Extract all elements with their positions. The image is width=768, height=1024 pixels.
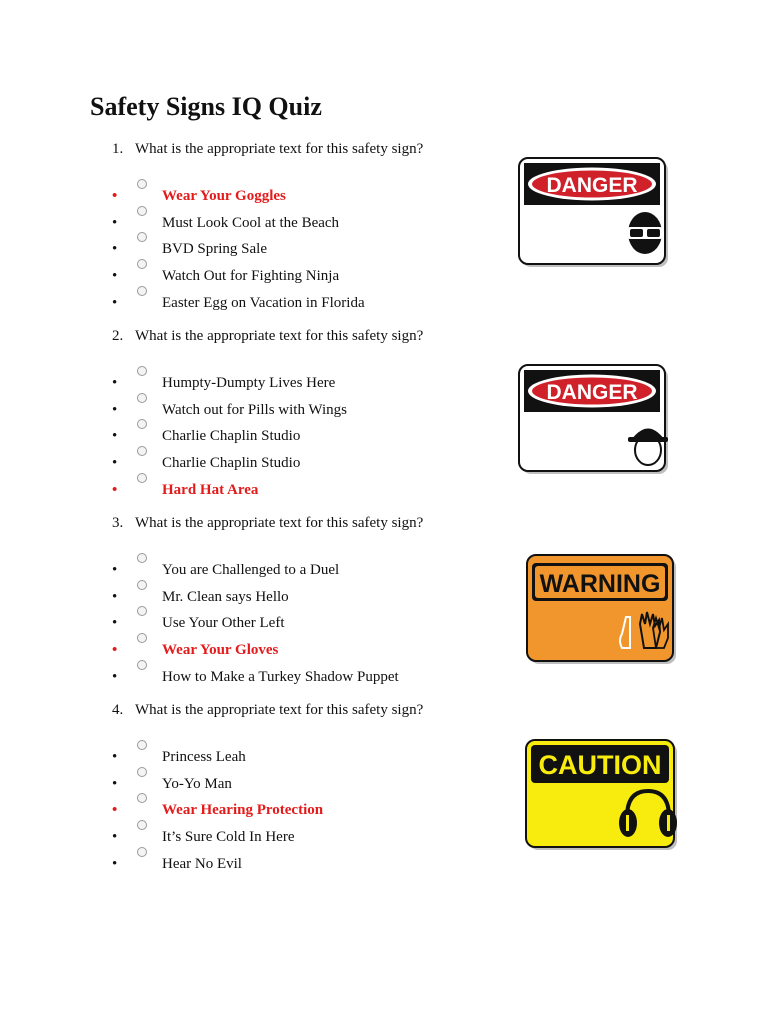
option-label: Watch Out for Fighting Ninja xyxy=(162,268,340,285)
option-label: Wear Your Goggles xyxy=(162,188,286,204)
bullet: • xyxy=(112,428,118,445)
option-label: BVD Spring Sale xyxy=(162,241,267,258)
question-number: 2. xyxy=(112,328,124,344)
bullet: • xyxy=(112,829,118,846)
question-text: What is the appropriate text for this safety sign? xyxy=(135,328,424,344)
option-label: Yo-Yo Man xyxy=(162,775,232,792)
option-label: Use Your Other Left xyxy=(162,615,285,632)
radio-button[interactable] xyxy=(137,206,147,216)
question-text: What is the appropriate text for this safety sign? xyxy=(135,702,424,718)
option-label: Must Look Cool at the Beach xyxy=(162,214,340,231)
option-label: Wear Your Gloves xyxy=(162,642,279,659)
bullet: • xyxy=(112,855,118,872)
bullet: • xyxy=(112,802,118,819)
radio-button[interactable] xyxy=(137,847,147,857)
question-number: 4. xyxy=(112,702,124,718)
option-label: Mr. Clean says Hello xyxy=(162,588,289,605)
radio-button[interactable] xyxy=(137,393,147,403)
bullet: • xyxy=(112,214,118,231)
radio-button[interactable] xyxy=(137,473,147,483)
page-title: Safety Signs IQ Quiz xyxy=(90,92,322,121)
question-text: What is the appropriate text for this safety sign? xyxy=(135,141,424,157)
option-label: Charlie Chaplin Studio xyxy=(162,455,301,472)
option-label: How to Make a Turkey Shadow Puppet xyxy=(162,668,399,685)
bullet: • xyxy=(112,401,118,418)
radio-button[interactable] xyxy=(137,366,147,376)
option-label: Watch out for Pills with Wings xyxy=(162,401,347,418)
sign-header: WARNING xyxy=(539,570,661,598)
question-3 xyxy=(112,515,423,532)
question-text: What is the appropriate text for this safety sign? xyxy=(135,515,424,531)
gloves-icon xyxy=(614,612,668,652)
sign-header: DANGER xyxy=(546,174,638,197)
caution-sign-ear-muffs xyxy=(525,739,679,852)
bullet: • xyxy=(112,241,118,258)
question-1 xyxy=(112,141,423,158)
option-label: Princess Leah xyxy=(162,749,246,765)
question-2 xyxy=(112,328,423,345)
bullet: • xyxy=(112,481,118,498)
danger-sign-goggles xyxy=(518,157,672,271)
warning-sign-gloves xyxy=(526,554,678,666)
bullet: • xyxy=(112,775,118,792)
radio-button[interactable] xyxy=(137,633,147,643)
option-label: Humpty-Dumpty Lives Here xyxy=(162,375,336,391)
bullet: • xyxy=(112,668,118,685)
option-label: Hear No Evil xyxy=(162,855,242,872)
radio-button[interactable] xyxy=(137,606,147,616)
bullet: • xyxy=(112,749,118,765)
option-label: Hard Hat Area xyxy=(162,481,259,498)
radio-button[interactable] xyxy=(137,553,147,563)
radio-button[interactable] xyxy=(137,259,147,269)
bullet: • xyxy=(112,455,118,472)
radio-button[interactable] xyxy=(137,793,147,803)
option-label: Easter Egg on Vacation in Florida xyxy=(162,294,365,311)
bullet: • xyxy=(112,588,118,605)
option-label: Charlie Chaplin Studio xyxy=(162,428,301,445)
radio-button[interactable] xyxy=(137,767,147,777)
bullet: • xyxy=(112,375,118,391)
radio-button[interactable] xyxy=(137,660,147,670)
bullet: • xyxy=(112,642,118,659)
option-label: It’s Sure Cold In Here xyxy=(162,829,295,846)
radio-button[interactable] xyxy=(137,820,147,830)
radio-button[interactable] xyxy=(137,740,147,750)
question-number: 3. xyxy=(112,515,124,531)
question-4 xyxy=(112,702,423,719)
radio-button[interactable] xyxy=(137,446,147,456)
bullet: • xyxy=(112,294,118,311)
sign-header: DANGER xyxy=(546,381,638,404)
bullet: • xyxy=(112,562,118,578)
bullet: • xyxy=(112,268,118,285)
option-label: Wear Hearing Protection xyxy=(162,802,324,819)
danger-sign-hard-hat xyxy=(518,364,672,478)
bullet: • xyxy=(112,188,118,204)
question-number: 1. xyxy=(112,141,124,157)
radio-button[interactable] xyxy=(137,232,147,242)
radio-button[interactable] xyxy=(137,179,147,189)
bullet: • xyxy=(112,615,118,632)
radio-button[interactable] xyxy=(137,580,147,590)
sign-header: CAUTION xyxy=(538,750,662,780)
radio-button[interactable] xyxy=(137,286,147,296)
option-label: You are Challenged to a Duel xyxy=(162,562,340,578)
radio-button[interactable] xyxy=(137,419,147,429)
